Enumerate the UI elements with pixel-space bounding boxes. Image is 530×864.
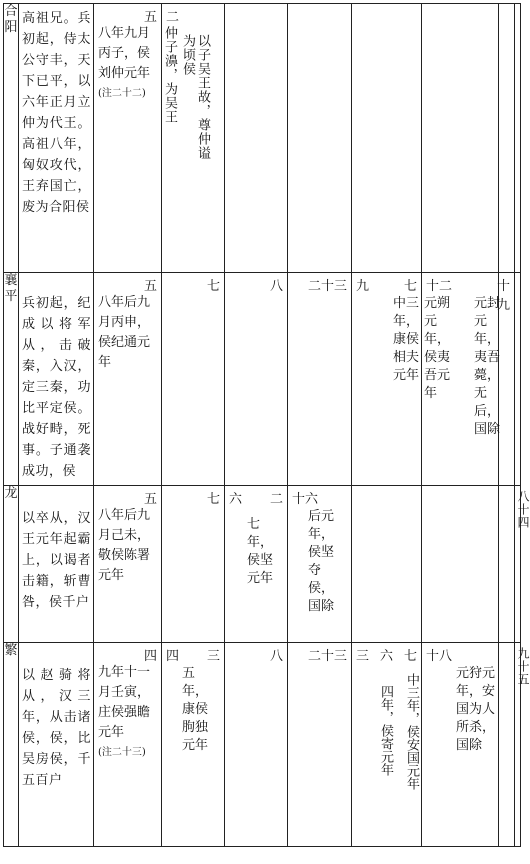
event-text: 四年，侯寄元年 xyxy=(378,685,393,776)
year-cell xyxy=(288,4,352,273)
event-text: 八年后九月丙申，侯纪通元年 xyxy=(98,295,151,370)
bio-text: 以卒从，汉王元年起霸上，以谒者击籍，斩曹咎，侯千户 xyxy=(22,511,91,610)
year-count: 七 xyxy=(403,279,417,294)
bio-cell xyxy=(19,486,94,643)
event-text: 元狩元年，安国为人所杀，国除 xyxy=(456,666,496,753)
year-count: 六 xyxy=(380,649,394,664)
chronology-table xyxy=(3,3,530,847)
year-cell xyxy=(225,4,288,273)
event-text: 后元年，侯坚夺侯，国除 xyxy=(308,509,335,614)
table-row xyxy=(4,643,521,847)
table-row xyxy=(4,486,521,643)
year-cell xyxy=(162,4,225,273)
year-cell xyxy=(162,273,225,486)
year-cell xyxy=(94,4,162,273)
event-text: 五年，康侯朐独元年 xyxy=(182,666,209,753)
year-count: 三 xyxy=(356,649,370,664)
row-name-cell xyxy=(4,273,19,486)
bio-text: 以赵骑将从，汉三年，从击诸侯，侯，比吴房侯，千五百户 xyxy=(22,668,91,788)
year-cell xyxy=(515,273,521,486)
year-count: 五 xyxy=(143,279,157,294)
year-cell xyxy=(352,643,422,847)
year-count: 二十三 xyxy=(307,279,347,294)
year-cell xyxy=(499,4,515,273)
year-count: 七 xyxy=(206,279,220,294)
year-cell xyxy=(288,486,352,643)
state-name: 繁 xyxy=(4,643,18,658)
year-count: 十二 xyxy=(426,279,453,294)
event-text: 七年，侯坚元年 xyxy=(247,517,274,586)
year-count: 十八 xyxy=(426,649,453,664)
year-cell xyxy=(515,486,530,643)
year-count: 六 xyxy=(229,492,243,507)
bio-cell xyxy=(19,4,94,273)
event-text: 八年九月丙子，侯刘仲元年 xyxy=(98,26,151,81)
year-cell xyxy=(94,273,162,486)
state-name: 合阳 xyxy=(4,4,18,35)
year-cell xyxy=(515,4,521,273)
year-cell xyxy=(162,486,225,643)
year-count: 八十四 xyxy=(516,490,530,529)
year-count: 九十五 xyxy=(516,647,530,686)
year-count: 二 xyxy=(269,492,283,507)
row-name-cell xyxy=(4,643,19,847)
footnote-ref: (注二十二) xyxy=(98,88,146,99)
row-name-cell xyxy=(4,4,19,273)
year-count: 三 xyxy=(206,649,220,664)
year-cell xyxy=(515,643,530,847)
year-count: 五 xyxy=(143,10,157,25)
event-text: 九年十一月壬寅，庄侯强瞻元年 xyxy=(98,665,151,740)
year-count: 二十三 xyxy=(307,649,347,664)
year-cell xyxy=(225,643,288,847)
year-count: 七 xyxy=(206,492,220,507)
year-count: 五 xyxy=(143,492,157,507)
year-count: 八 xyxy=(269,649,283,664)
year-cell xyxy=(474,273,515,486)
year-cell xyxy=(94,486,162,643)
year-cell xyxy=(225,273,288,486)
row-name-cell xyxy=(4,486,19,643)
bio-cell xyxy=(19,643,94,847)
state-name: 襄平 xyxy=(4,273,18,304)
state-name: 龙 xyxy=(4,486,18,501)
year-count: 八 xyxy=(269,279,283,294)
year-count: 四 xyxy=(166,649,180,664)
year-count: 十九 xyxy=(496,279,510,313)
year-cell xyxy=(422,486,499,643)
event-text: 仲子濞，为吴王 xyxy=(162,26,177,124)
year-cell xyxy=(162,643,225,847)
event-text: 中三年，侯安国元年 xyxy=(404,673,419,790)
year-cell xyxy=(352,4,422,273)
year-cell xyxy=(422,4,499,273)
year-cell xyxy=(352,273,422,486)
year-cell xyxy=(94,643,162,847)
event-text: 元朔元年，侯夷吾元年 xyxy=(424,296,451,401)
year-cell xyxy=(288,273,352,486)
bio-cell xyxy=(19,273,94,486)
year-count: 二 xyxy=(166,10,180,25)
event-text: 元封元年，夷吾薨，无后，国除 xyxy=(474,296,501,437)
footnote-ref: (注二十三) xyxy=(98,747,146,758)
event-text: 中三年，康侯相夫元年 xyxy=(392,296,419,383)
bio-text: 高祖兄。兵初起，侍太公守丰，天下已平，以六年正月立仲为代王。高祖八年，匈奴攻代，王弃国亡，废为合阳侯 xyxy=(22,11,91,215)
table-row xyxy=(4,4,521,273)
year-cell xyxy=(288,643,352,847)
year-cell xyxy=(352,486,422,643)
table-row xyxy=(4,273,521,486)
bio-text: 兵初起，纪成以将军从，击破秦，入汉，定三秦，功比平定侯。战好畤，死事。子通袭成功，侯 xyxy=(22,296,91,479)
year-count: 九 xyxy=(356,279,370,294)
year-count: 十六 xyxy=(292,492,319,507)
event-text: 以子吴王故，尊仲谥为顷侯 xyxy=(180,34,210,160)
year-cell xyxy=(499,486,515,643)
year-cell xyxy=(422,643,499,847)
year-cell xyxy=(225,486,288,643)
event-text: 八年后九月己未，敬侯陈署元年 xyxy=(98,508,151,583)
year-cell xyxy=(499,643,515,847)
year-count: 七 xyxy=(403,649,417,664)
year-count: 四 xyxy=(143,649,157,664)
